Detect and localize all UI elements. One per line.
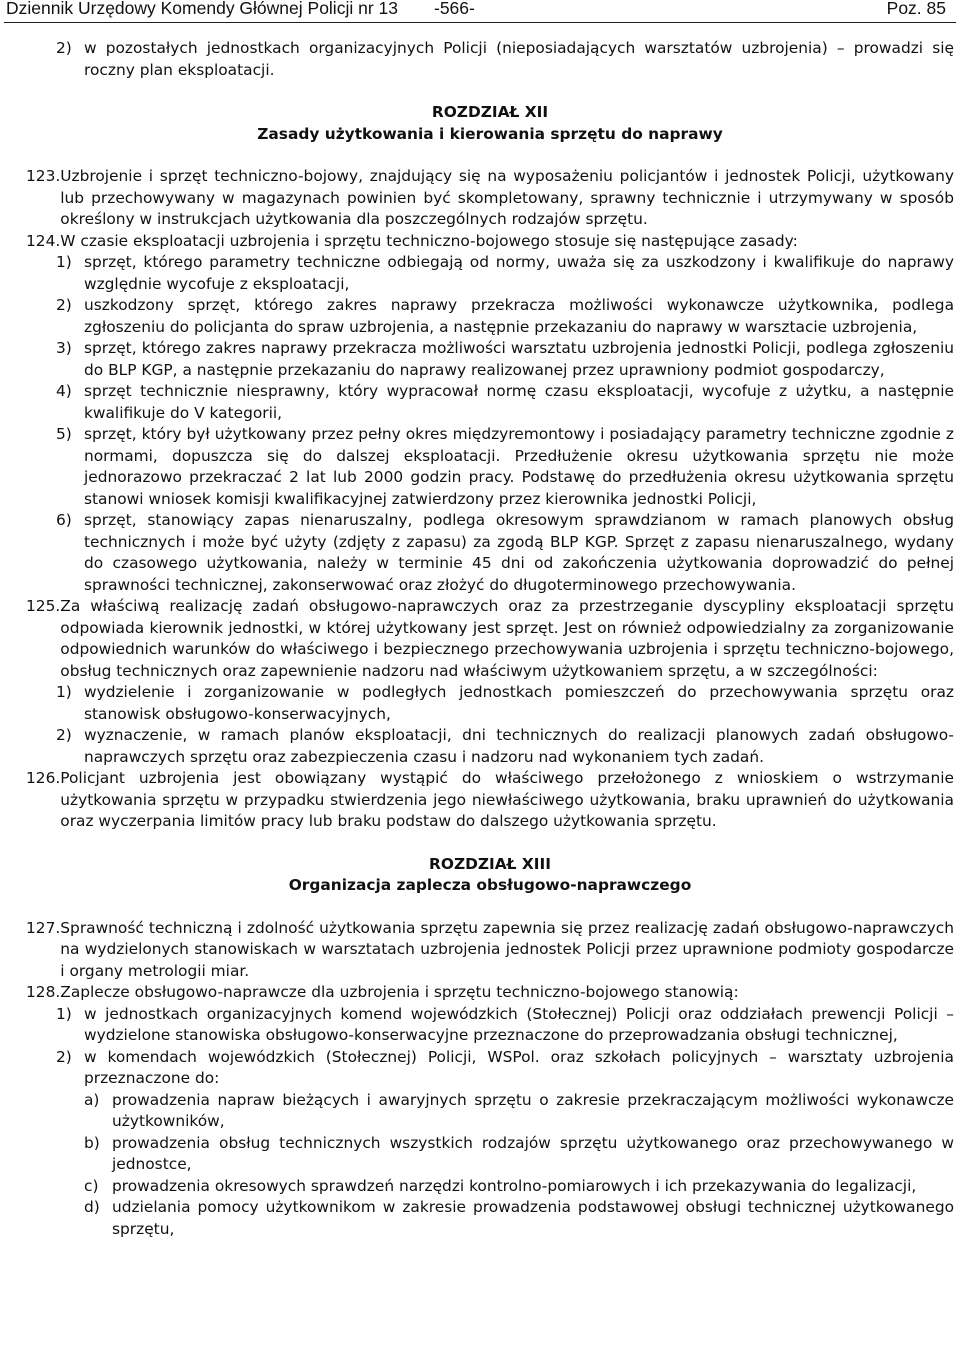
sub-list-item-label: c) — [84, 1176, 99, 1195]
list-item — [56, 424, 954, 510]
journal-title: Dziennik Urzędowy Komendy Głównej Policji nr 13 — [6, 0, 398, 18]
list-item-text: w jednostkach organizacyjnych komend wojewódzkich (Stołecznej) Policji oraz oddziałach prewencji Policji – wydzielone stanowiska obsługowo-konserwacyjne przeznaczone do przeprowadzania obsługi technicznej, — [84, 1004, 954, 1044]
paragraph-number: 123. — [26, 167, 61, 185]
list-item-label: 2) — [56, 39, 72, 57]
paragraph-text: Uzbrojenie i sprzęt techniczno-bojowy, znajdujący się na wyposażeniu policjantów i jednostek Policji, użytkowany lub przechowywany w magazynach powinien być skompletowany, sprawny technicznie i utrzymywany w sposób określony w instrukcjach użytkowania dla poszczególnych rodzajów sprzętu. — [60, 167, 954, 228]
list-item-label: 1) — [56, 253, 72, 271]
paragraph-text: Za właściwą realizację zadań obsługowo-naprawczych oraz za przestrzeganie dyscypliny eksploatacji sprzętu odpowiada kierownik jednostki, w której użytkowany jest sprzęt. Jest on również odpowiedzialny za zorganizowanie odpowiednich warunków do właściwego i bezpiecznego przechowywania uzbrojenia i sprzętu techniczno-bojowego, obsług technicznych oraz zapewnienie nadzoru nad właściwym użytkowaniem sprzętu, a w szczególności: — [60, 597, 954, 680]
list-item-text: wyznaczenie, w ramach planów eksploatacji, dni technicznych do realizacji planowych zadań obsługowo-naprawczych sprzętu oraz zabezpieczenia czasu i nadzoru nad wykonaniem tych zadań. — [84, 726, 954, 766]
chapter-13-subtitle: Organizacja zaplecza obsługowo-naprawczego — [288, 876, 692, 894]
paragraph-number: 128. — [26, 983, 61, 1001]
list-item — [56, 381, 954, 424]
list-item — [56, 510, 954, 596]
sub-list-item — [84, 1090, 954, 1133]
sub-list-item-text: udzielania pomocy użytkownikom w zakresie prowadzenia podstawowej obsługi technicznej użytkowanego sprzętu, — [112, 1198, 954, 1238]
intro-list-item — [56, 38, 954, 81]
list-item-text: sprzęt, którego zakres naprawy przekracza możliwości warsztatu uzbrojenia jednostki Policji, podlega zgłoszeniu do BLP KGP, a następnie przekazaniu do naprawy realizowanej przez uprawniony podmiot gospodarczy, — [84, 339, 954, 379]
paragraph-number: 124. — [26, 231, 61, 250]
sub-list-item — [84, 1197, 954, 1240]
position-number: Poz. 85 — [886, 0, 946, 18]
paragraph-number: 127. — [26, 918, 61, 937]
paragraph-125 — [26, 596, 954, 682]
list-item — [56, 682, 954, 725]
list-item-text: sprzęt technicznie niesprawny, który wypracował normę czasu eksploatacji, wycofuje z użytku, a następnie kwalifikuje do V kategorii, — [84, 382, 954, 422]
page-header — [4, 0, 956, 23]
paragraph-126 — [26, 768, 954, 833]
sub-list-item-label: d) — [84, 1198, 100, 1216]
list-item-text: w pozostałych jednostkach organizacyjnych Policji (nieposiadających warsztatów uzbrojenia) – prowadzi się roczny plan eksploatacji. — [84, 39, 954, 79]
sub-list-item-label: b) — [84, 1133, 100, 1152]
list-item-label: 6) — [56, 511, 72, 529]
document-body — [26, 38, 954, 1240]
paragraph-128 — [26, 982, 954, 1004]
list-item — [56, 252, 954, 295]
list-item-label: 5) — [56, 425, 72, 443]
list-item — [56, 1047, 954, 1090]
chapter-12-title: ROZDZIAŁ XII — [431, 103, 549, 121]
paragraph-text: W czasie eksploatacji uzbrojenia i sprzętu techniczno-bojowego stosuje się następujące zasady: — [60, 231, 798, 250]
paragraph-number: 125. — [26, 597, 61, 615]
paragraph-text: Zaplecze obsługowo-naprawcze dla uzbrojenia i sprzętu techniczno-bojowego stanowią: — [60, 983, 739, 1001]
list-item-text: sprzęt, który był użytkowany przez pełny okres międzyremontowy i posiadający parametry techniczne zgodnie z normami, dopuszcza się do dalszej eksploatacji. Przedłużenie okresu użytkowania sprzętu nie może jednorazowo przekraczać 2 lat lub 2000 godzin pracy. Podstawę do przedłużenia okresu użytkowania sprzętu stanowi wniosek komisji kwalifikacyjnej zatwierdzony przez kierownika jednostki Policji, — [84, 425, 954, 508]
sub-list-item-text: prowadzenia napraw bieżących i awaryjnych sprzętu o zakresie przekraczającym możliwości wykonawcze użytkowników, — [112, 1090, 954, 1130]
list-item-label: 2) — [56, 1047, 72, 1066]
sub-list-item — [84, 1176, 954, 1198]
list-item — [56, 1004, 954, 1047]
sub-list-item-label: a) — [84, 1090, 100, 1109]
sub-list-item-text: prowadzenia obsług technicznych wszystkich rodzajów sprzętu użytkowanego oraz przechowywanego w jednostce, — [112, 1133, 954, 1173]
sub-list-item-text: prowadzenia okresowych sprawdzeń narzędzi kontrolno-pomiarowych i ich przekazywania do legalizacji, — [112, 1176, 917, 1195]
list-item-label: 2) — [56, 296, 72, 314]
list-item-label: 4) — [56, 382, 72, 400]
page-number: -566- — [434, 0, 475, 18]
list-item-text: sprzęt, stanowiący zapas nienaruszalny, podlega okresowym sprawdzianom w ramach planowych obsług technicznych i może być użyty (zdjęty z zapasu) za zgodą BLP KGP. Sprzęt z zapasu nienaruszalnego, wydany do czasowego użytkowania, należy w terminie 45 dni od zakończenia użytkowania doprowadzić do pełnej sprawności technicznej, zakonserwować oraz złożyć do długoterminowego przechowywania. — [84, 511, 954, 594]
list-item-text: w komendach wojewódzkich (Stołecznej) Policji, WSPol. oraz szkołach policyjnych – warsztaty uzbrojenia przeznaczone do: — [84, 1047, 954, 1087]
list-item-text: sprzęt, którego parametry techniczne odbiegają od normy, uważa się za uszkodzony i kwalifikuje do naprawy względnie wycofuje z eksploatacji, — [84, 253, 954, 293]
list-item — [56, 295, 954, 338]
chapter-12-subtitle: Zasady użytkowania i kierowania sprzętu do naprawy — [257, 124, 723, 143]
list-item — [56, 338, 954, 381]
chapter-13-title: ROZDZIAŁ XIII — [429, 854, 551, 873]
list-item-label: 1) — [56, 683, 72, 701]
paragraph-text: Sprawność techniczną i zdolność użytkowania sprzętu zapewnia się przez realizację zadań obsługowo-naprawczych na wydzielonych stanowiskach w warsztatach uzbrojenia jednostek Policji przez uprawnione podmioty gospodarcze i organy metrologii miar. — [60, 918, 954, 980]
list-item-label: 3) — [56, 339, 72, 357]
paragraph-127 — [26, 918, 954, 983]
paragraph-123 — [26, 166, 954, 231]
list-item-text: uszkodzony sprzęt, którego zakres naprawy przekracza możliwości wykonawcze użytkownika, podlega zgłoszeniu do policjanta do spraw uzbrojenia, a następnie przekazaniu do naprawy w warsztacie uzbrojenia, — [84, 296, 954, 336]
paragraph-124 — [26, 231, 954, 253]
sub-list-item — [84, 1133, 954, 1176]
list-item-label: 1) — [56, 1004, 72, 1023]
paragraph-text: Policjant uzbrojenia jest obowiązany wystąpić do właściwego przełożonego z wnioskiem o wstrzymanie użytkowania sprzętu w przypadku stwierdzenia jego niewłaściwego użytkowania, braku uprawnień do użytkowania oraz wyczerpania limitów pracy lub braku podstaw do dalszego użytkowania sprzętu. — [60, 769, 954, 830]
paragraph-number: 126. — [26, 769, 61, 787]
list-item — [56, 725, 954, 768]
list-item-text: wydzielenie i zorganizowanie w podległych jednostkach pomieszczeń do przechowywania sprzętu oraz stanowisk obsługowo-konserwacyjnych, — [84, 683, 954, 723]
list-item-label: 2) — [56, 726, 72, 744]
